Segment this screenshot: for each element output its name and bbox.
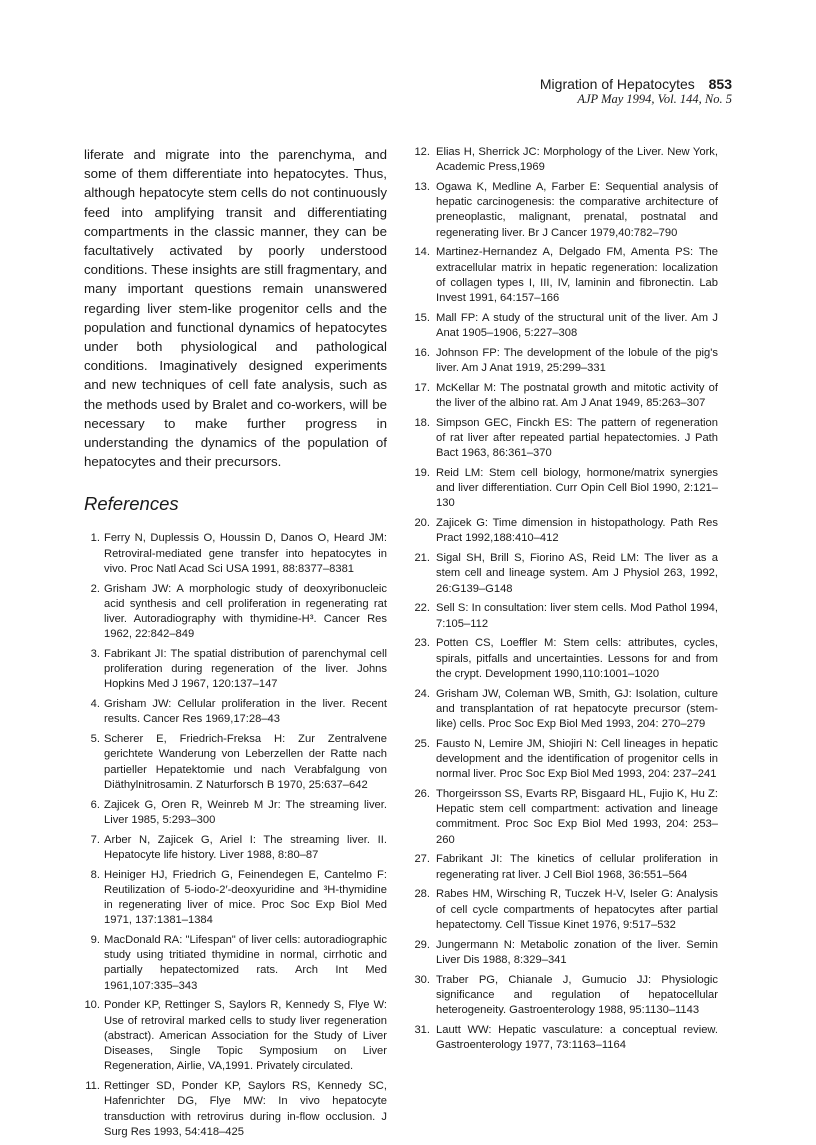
reference-number: 22. [414,602,430,615]
reference-text: Traber PG, Chianale J, Gumucio JJ: Physiologic significance and regulation of hepatocellular heterogeneity. Gastroenterology 1988, 95:1130–1143 [436,973,718,1017]
reference-number: 16. [414,346,430,359]
reference-item [84,933,387,994]
reference-text: Sell S: In consultation: liver stem cells. Mod Pathol 1994, 7:105–112 [436,602,718,630]
reference-text: Rettinger SD, Ponder KP, Saylors RS, Kennedy SC, Hafenrichter DG, Flye MW: In vivo hepatocyte transduction with retrovirus during in-flow occlusion. J Surg Res 1993, 54:418–425 [104,1080,387,1138]
reference-number: 24. [414,687,430,700]
right-column [414,145,718,1058]
reference-text: Zajicek G: Time dimension in histopathology. Path Res Pract 1992,188:410–412 [436,517,718,545]
reference-item [84,732,387,793]
reference-number: 6. [90,798,100,811]
reference-text: Jungermann N: Metabolic zonation of the liver. Semin Liver Dis 1988, 8:329–341 [436,938,718,966]
reference-number: 2. [90,582,100,595]
reference-text: Reid LM: Stem cell biology, hormone/matrix synergies and liver differentiation. Curr Opin Cell Biol 1990, 2:121–130 [436,467,718,510]
reference-number: 3. [90,648,100,661]
reference-item [414,852,718,882]
reference-number: 13. [414,181,430,193]
reference-item [84,998,387,1074]
reference-text: Simpson GEC, Finckh ES: The pattern of regeneration of rat liver after repeated partial hepatectomies. J Path Bact 1963, 86:361–370 [436,416,718,460]
reference-text: Ogawa K, Medline A, Farber E: Sequential analysis of hepatic carcinogenesis: the comparative architecture of preneoplastic, malignant, prenatal, postnatal and regenerating liver. Br J Cancer 1979,40:782–790 [436,181,718,239]
reference-text: Martinez-Hernandez A, Delgado FM, Amenta PS: The extracellular matrix in hepatic regeneration: localization of collagen types I, III, IV, laminin and fibronectin. Lab Invest 1991, 64:157–166 [436,246,718,305]
reference-number: 12. [414,146,430,158]
reference-item [84,697,387,727]
reference-number: 28. [414,888,430,901]
reference-text: Lautt WW: Hepatic vasculature: a conceptual review. Gastroenterology 1977, 73:1163–1164 [436,1023,718,1052]
references-heading: References [84,493,179,515]
reference-text: Rabes HM, Wirsching R, Tuczek H-V, Iseler G: Analysis of cell cycle compartments of hepatocytes after partial hepatectomy. Cell Tissue Kinet 1976, 9:517–532 [436,888,718,931]
reference-item [414,687,718,733]
reference-number: 23. [414,637,430,650]
reference-item [414,938,718,968]
reference-item [414,381,718,411]
reference-number: 10. [84,999,100,1012]
reference-number: 5. [90,733,100,746]
reference-text: Fabrikant JI: The kinetics of cellular proliferation in regenerating rat liver. J Cell Biol 1968, 36:551–564 [436,853,718,881]
reference-item [414,636,718,682]
reference-item [414,416,718,462]
reference-number: 26. [414,788,430,801]
reference-item [414,346,718,376]
reference-text: Fausto N, Lemire JM, Shiojiri N: Cell lineages in hepatic development and the identification of progenitor cells in normal liver. Proc Soc Exp Biol Med 1993, 204: 237–241 [436,737,718,781]
reference-number: 27. [414,853,430,866]
reference-item [414,551,718,597]
running-title-line [540,76,732,92]
reference-text: MacDonald RA: "Lifespan" of liver cells: autoradiographic study using tritiated thymidine in normal, cirrhotic and partially hepatectomized rats. Arch Int Med 1961,107:335–343 [104,934,387,992]
reference-number: 21. [414,552,430,565]
reference-text: Mall FP: A study of the structural unit of the liver. Am J Anat 1905–1906, 5:227–308 [436,311,718,340]
reference-number: 4. [90,698,100,711]
reference-number: 9. [90,934,100,947]
reference-text: Ferry N, Duplessis O, Houssin D, Danos O, Heard JM: Retroviral-mediated gene transfer into hepatocytes in vivo. Proc Natl Acad Sci USA 1991, 88:8377–8381 [104,532,387,575]
reference-text: Potten CS, Loeffler M: Stem cells: attributes, cycles, spirals, pitfalls and uncertainties. Lessons for and from the crypt. Development 1990,110:1001–1020 [436,637,718,680]
reference-item [414,311,718,341]
reference-number: 18. [414,416,430,429]
reference-item [84,798,387,828]
reference-text: Scherer E, Friedrich-Freksa H: Zur Zentralvene gerichtete Wanderung von Leberzellen der Ratte nach partieller Hepatektomie und nach Verabfalgung von Diäthylnitrosamin. Z Naturforsch B 1970, 25:637–642 [104,733,387,791]
reference-text: Arber N, Zajicek G, Ariel I: The streaming liver. II. Hepatocyte life history. Liver 1988, 8:80–87 [104,833,387,861]
reference-item [84,833,387,863]
reference-item [414,145,718,175]
reference-number: 20. [414,517,430,530]
reference-text: Grisham JW: A morphologic study of deoxyribonucleic acid synthesis and cell proliferation in regenerating rat liver. Autoradiography with thymidine-H³. Cancer Res 1962, 22:842–849 [104,582,387,641]
reference-item [414,973,718,1019]
reference-item [414,466,718,512]
reference-item [414,601,718,631]
left-column [84,145,387,1145]
reference-item [84,868,387,929]
reference-number: 7. [90,833,100,846]
reference-item [414,737,718,783]
reference-item [414,1023,718,1053]
reference-number: 11. [85,1080,100,1093]
reference-item [414,180,718,241]
reference-text: McKellar M: The postnatal growth and mitotic activity of the liver of the albino rat. Am J Anat 1949, 85:263–307 [436,381,718,410]
journal-citation: AJP May 1994, Vol. 144, No. 5 [577,92,732,106]
reference-number: 14. [414,246,430,259]
reference-text: Fabrikant JI: The spatial distribution of parenchymal cell proliferation during regeneration of the liver. Johns Hopkins Med J 1967, 120:137–147 [104,648,387,691]
reference-text: Grisham JW, Coleman WB, Smith, GJ: Isolation, culture and transplantation of rat hepatocyte precursor (stem-like) cells. Proc Soc Exp Biol Med 1993, 204: 270–279 [436,687,718,731]
reference-number: 29. [414,938,430,951]
reference-number: 30. [414,973,430,986]
reference-text: Grisham JW: Cellular proliferation in the liver. Recent results. Cancer Res 1969,17:28–43 [104,698,387,726]
body-paragraph: liferate and migrate into the parenchyma, and some of them differentiate into hepatocytes. Thus, although hepatocyte stem cells do not continuously feed into amplifying transit and differentiating compartments in the classic manner, they can be facultatively activated by poorly understood conditions. These insights are still fragmentary, and many important questions remain unanswered regarding liver stem-like progenitor cells and the population and functional dynamics of hepatocytes under both physiological and pathological conditions. Imaginatively designed experiments and new techniques of cell fate analysis, such as the methods used by Bralet and co-workers, will be necessary to make further progress in understanding the dynamics of the population of hepatocytes and their precursors. [84,147,387,470]
reference-item [414,887,718,933]
reference-number: 19. [414,467,430,480]
reference-number: 1. [90,532,100,545]
references-list-left [84,531,387,1139]
reference-text: Heiniger HJ, Friedrich G, Feinendegen E, Cantelmo F: Reutilization of 5-iodo-2′-deoxyuridine and ³H-thymidine in regenerating liver of mice. Proc Soc Exp Biol Med 1971, 137:1381–1384 [104,868,387,927]
running-title: Migration of Hepatocytes [539,76,695,92]
references-list-right [414,145,718,1053]
reference-item [414,787,718,848]
reference-text: Ponder KP, Rettinger S, Saylors R, Kennedy S, Flye W: Use of retroviral marked cells to study liver regeneration (abstract). American Association for the Study of Liver Diseases, Single Topic Symposium on Liver Regeneration, Airlie, VA,1991. Privately circulated. [104,999,387,1073]
reference-text: Johnson FP: The development of the lobule of the pig's liver. Am J Anat 1919, 25:299–331 [436,346,718,375]
reference-text: Elias H, Sherrick JC: Morphology of the Liver. New York, Academic Press,1969 [436,146,718,174]
reference-number: 25. [414,737,430,750]
reference-item [414,516,718,546]
reference-number: 31. [414,1023,430,1036]
reference-item [414,245,718,306]
reference-text: Sigal SH, Brill S, Fiorino AS, Reid LM: The liver as a stem cell and lineage system. Am J Physiol 263, 1992, 26:G139–G148 [436,552,718,595]
page-number: 853 [708,76,732,92]
reference-item [84,647,387,693]
reference-item [84,531,387,577]
reference-number: 17. [414,381,430,394]
reference-text: Thorgeirsson SS, Evarts RP, Bisgaard HL, Fujio K, Hu Z: Hepatic stem cell compartment: activation and lineage commitment. Proc Soc Exp Biol Med 1993, 204: 253–260 [436,788,718,846]
reference-number: 15. [414,311,430,324]
reference-item [84,582,387,643]
reference-text: Zajicek G, Oren R, Weinreb M Jr: The streaming liver. Liver 1985, 5:293–300 [104,798,387,826]
reference-number: 8. [90,868,100,881]
running-header [540,76,732,107]
